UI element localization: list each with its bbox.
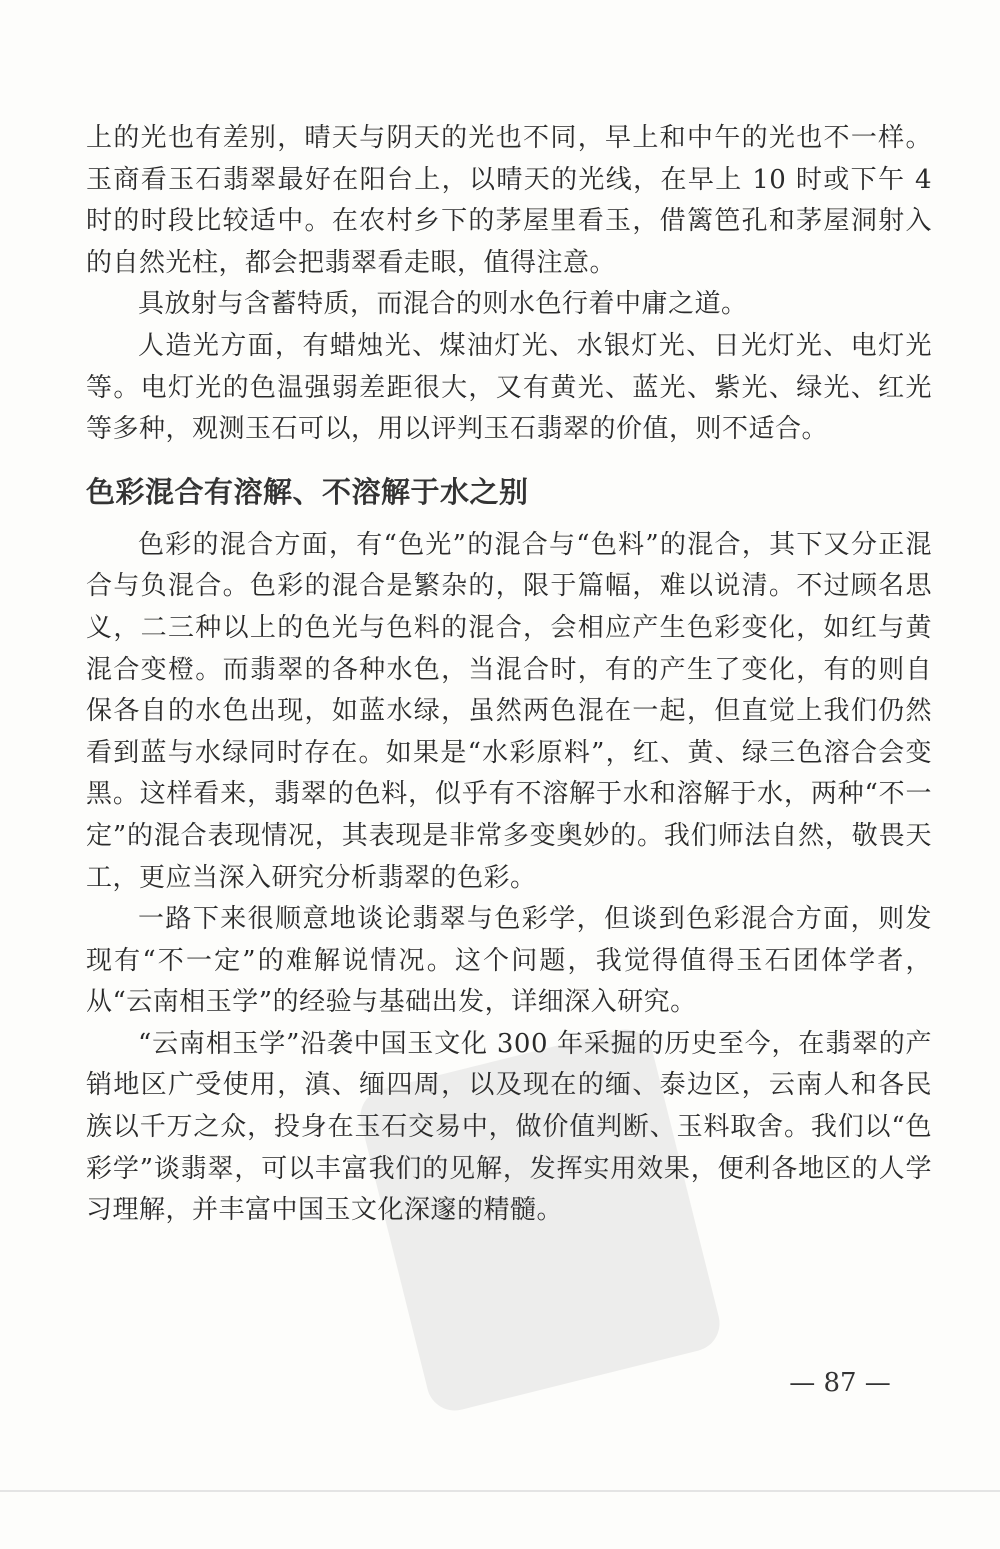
body-text	[86, 118, 932, 1232]
paragraph-1: 上的光也有差别，晴天与阴天的光也不同，早上和中午的光也不一样。玉商看玉石翡翠最好在阳台上，以晴天的光线，在早上 10 时或下午 4 时的时段比较适中。在农村乡下的茅屋里看玉，借篱笆孔和茅屋洞射入的自然光柱，都会把翡翠看走眼，值得注意。	[86, 123, 932, 278]
paragraph-6: “云南相玉学”沿袭中国玉文化 300 年采掘的历史至今，在翡翠的产销地区广受使用，滇、缅四周，以及现在的缅、泰边区，云南人和各民族以千万之众，投身在玉石交易中，做价值判断、玉料取舍。我们以“色彩学”谈翡翠，可以丰富我们的见解，发挥实用效果，便利各地区的人学习理解，并丰富中国玉文化深邃的精髓。	[86, 1028, 932, 1226]
page-number: — 87 —	[789, 1368, 891, 1398]
paragraph-5: 一路下来很顺意地谈论翡翠与色彩学，但谈到色彩混合方面，则发现有“不一定”的难解说情况。这个问题，我觉得值得玉石团体学者，从“云南相玉学”的经验与基础出发，详细深入研究。	[86, 904, 932, 1018]
section-heading: 色彩混合有溶解、不溶解于水之别	[86, 474, 529, 509]
paragraph-2: 具放射与含蓄特质，而混合的则水色行着中庸之道。	[138, 289, 748, 320]
bottom-divider	[0, 1490, 1000, 1492]
paragraph-3: 人造光方面，有蜡烛光、煤油灯光、水银灯光、日光灯光、电灯光等。电灯光的色温强弱差距很大，又有黄光、蓝光、紫光、绿光、红光等多种，观测玉石可以，用以评判玉石翡翠的价值，则不适合。	[86, 330, 932, 445]
paragraph-4: 色彩的混合方面，有“色光”的混合与“色料”的混合，其下又分正混合与负混合。色彩的混合是繁杂的，限于篇幅，难以说清。不过顾名思义，二三种以上的色光与色料的混合，会相应产生色彩变化，如红与黄混合变橙。而翡翠的各种水色，当混合时，有的产生了变化，有的则自保各自的水色出现，如蓝水绿，虽然两色混在一起，但直觉上我们仍然看到蓝与水绿同时存在。如果是“水彩原料”，红、黄、绿三色溶合会变黑。这样看来，翡翠的色料，似乎有不溶解于水和溶解于水，两种“不一定”的混合表现情况，其表现是非常多变奥妙的。我们师法自然，敬畏天工，更应当深入研究分析翡翠的色彩。	[86, 529, 932, 893]
